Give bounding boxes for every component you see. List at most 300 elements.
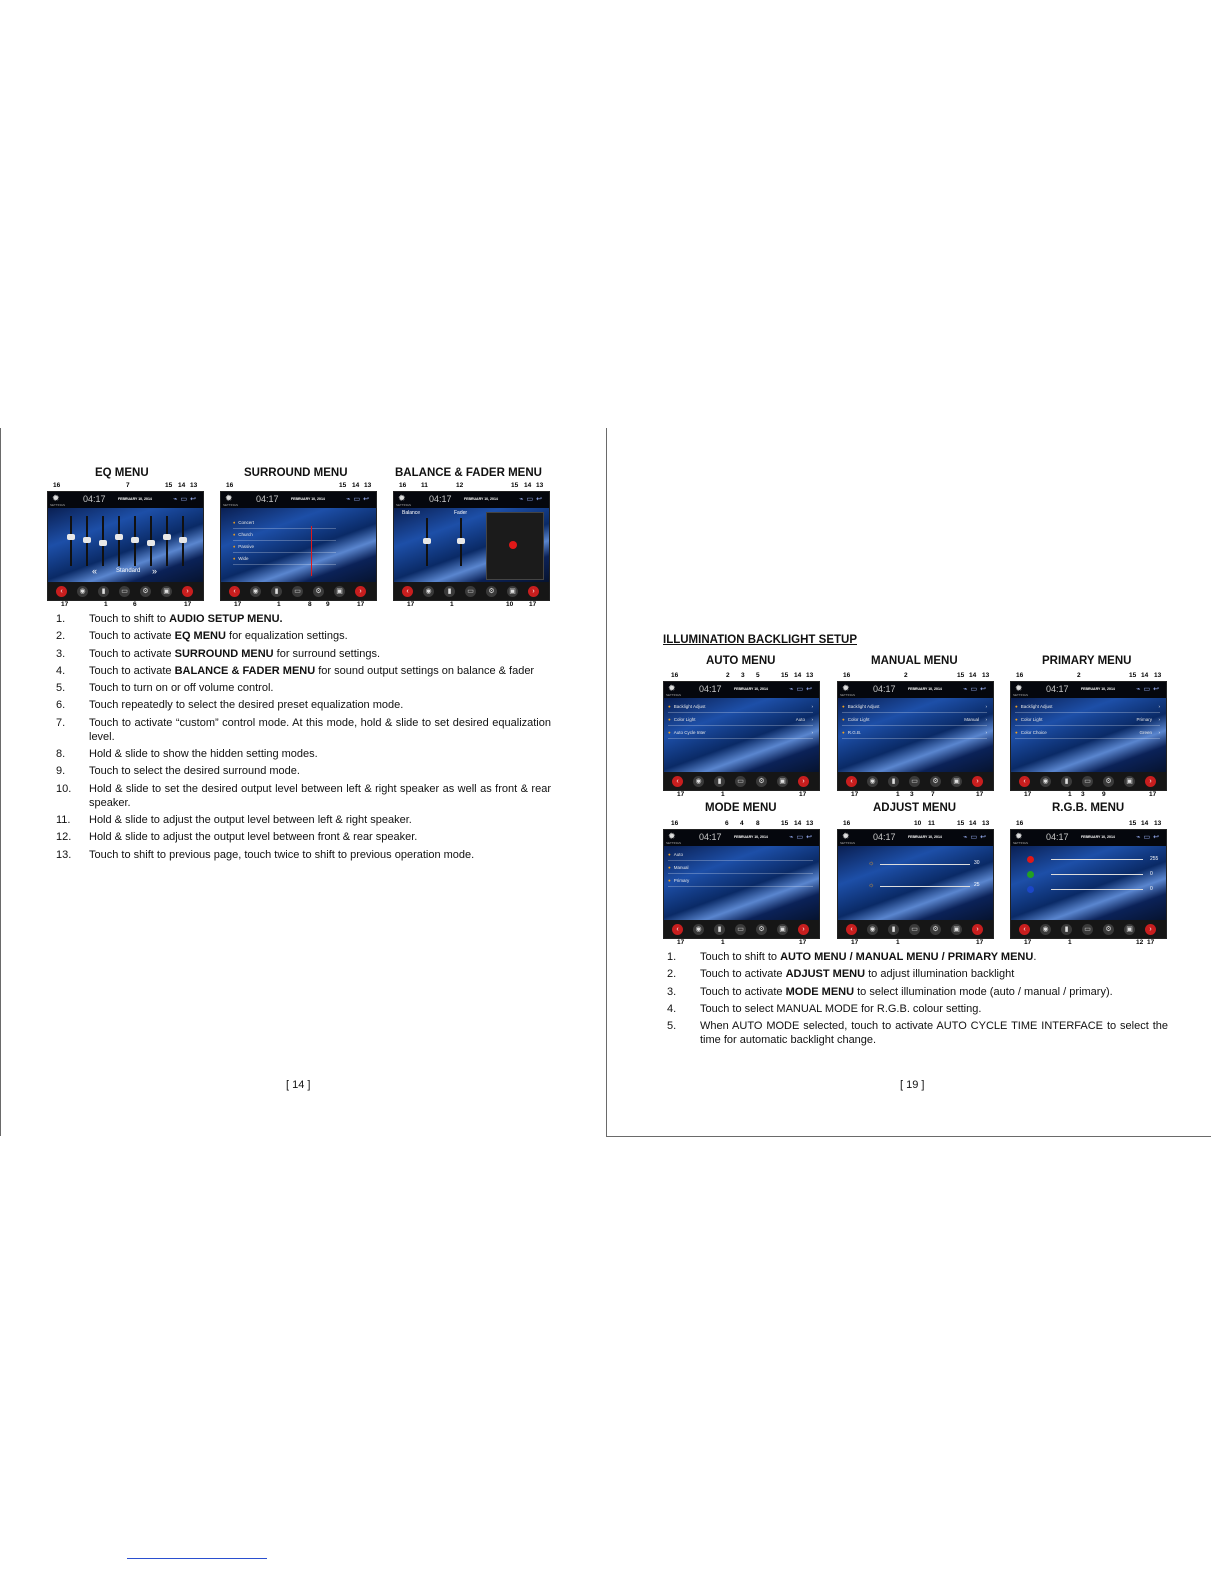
illumination-section-title: ILLUMINATION BACKLIGHT SETUP bbox=[663, 634, 857, 646]
instruction-text-plain: Hold & slide to set the desired output level between left & right speaker as well as front & rear speaker. bbox=[89, 782, 551, 809]
item-icon: ● bbox=[1015, 730, 1018, 735]
bottom-toolbar bbox=[838, 772, 993, 790]
gear-icon[interactable]: ⚙ bbox=[140, 586, 151, 597]
callout-number: 14 bbox=[178, 482, 186, 489]
display-icon[interactable]: ▭ bbox=[1082, 924, 1093, 935]
callout-number: 17 bbox=[1149, 791, 1157, 798]
callout-number: 16 bbox=[843, 820, 851, 827]
mic-icon[interactable]: ▮ bbox=[1061, 776, 1072, 787]
instruction-text bbox=[89, 629, 551, 643]
bottom-toolbar bbox=[1011, 772, 1166, 790]
mic-icon[interactable]: ▮ bbox=[1061, 924, 1072, 935]
gear-icon: ✹ bbox=[1015, 831, 1023, 841]
instruction-number: 9. bbox=[56, 765, 66, 778]
callout-number: 16 bbox=[53, 482, 61, 489]
callout-number: 12 bbox=[1136, 939, 1144, 946]
settings-label: SETTINGS bbox=[396, 503, 412, 507]
callout-number: 1 bbox=[721, 791, 725, 798]
mic-icon[interactable]: ▮ bbox=[888, 776, 899, 787]
clock-date: FEBRUARY 10, 2014 bbox=[1081, 835, 1115, 839]
manual-menu-title: MANUAL MENU bbox=[871, 655, 958, 667]
gear-icon[interactable]: ⚙ bbox=[930, 924, 941, 935]
illumination-icon[interactable]: ▣ bbox=[334, 586, 345, 597]
instruction-text bbox=[89, 764, 551, 778]
prev-icon[interactable]: ‹ bbox=[846, 924, 857, 935]
next-icon[interactable]: › bbox=[355, 586, 366, 597]
right-page-bottom-border bbox=[606, 1136, 1211, 1137]
callout-number: 5 bbox=[756, 672, 760, 679]
next-icon[interactable]: › bbox=[798, 776, 809, 787]
rgb-menu-screen bbox=[1010, 829, 1167, 939]
menu-item[interactable] bbox=[1015, 715, 1160, 726]
next-icon[interactable]: › bbox=[1145, 924, 1156, 935]
instruction-text-bold: EQ MENU bbox=[174, 630, 226, 643]
instruction-text-plain: Touch to activate bbox=[700, 985, 786, 998]
callout-number: 16 bbox=[1016, 672, 1024, 679]
callout-number: 15 bbox=[781, 672, 789, 679]
gear-icon: ✹ bbox=[668, 831, 676, 841]
instruction-text-plain: When AUTO MODE selected, touch to activate AUTO CYCLE TIME INTERFACE to select the time for automatic backlight change. bbox=[700, 1020, 1168, 1047]
rgb-track bbox=[1051, 859, 1143, 860]
status-icons: ⌁▭↩ bbox=[519, 496, 545, 503]
callout-number: 3 bbox=[1081, 791, 1085, 798]
instruction-text bbox=[89, 813, 551, 827]
illumination-icon[interactable]: ▣ bbox=[951, 776, 962, 787]
instruction-text-plain: Touch to activate bbox=[89, 647, 175, 660]
callout-number: 17 bbox=[407, 601, 415, 608]
status-bar bbox=[1011, 830, 1166, 846]
callout-number: 3 bbox=[741, 672, 745, 679]
callout-number: 16 bbox=[1016, 820, 1024, 827]
illumination-icon[interactable]: ▣ bbox=[777, 924, 788, 935]
callout-number: 16 bbox=[226, 482, 234, 489]
bottom-toolbar bbox=[1011, 920, 1166, 938]
instruction-text bbox=[700, 1002, 1168, 1016]
bottom-toolbar bbox=[664, 920, 819, 938]
mic-icon[interactable]: ▮ bbox=[444, 586, 455, 597]
menu-item[interactable] bbox=[668, 702, 813, 713]
instruction-number: 5. bbox=[56, 682, 66, 695]
illumination-icon[interactable]: ▣ bbox=[507, 586, 518, 597]
eq-slider-knob bbox=[131, 537, 139, 543]
instruction-item bbox=[56, 764, 551, 778]
settings-label: SETTINGS bbox=[1013, 841, 1029, 845]
illumination-icon[interactable]: ▣ bbox=[951, 924, 962, 935]
audio-icon[interactable]: ◉ bbox=[1040, 776, 1051, 787]
callout-number: 13 bbox=[982, 672, 990, 679]
instruction-text-plain: Touch to shift to previous page, touch twice to shift to previous operation mode. bbox=[89, 848, 475, 861]
status-bar bbox=[838, 682, 993, 698]
eq-slider-knob bbox=[115, 534, 123, 540]
gear-icon[interactable]: ⚙ bbox=[930, 776, 941, 787]
clock-time: 04:17 bbox=[699, 684, 722, 694]
callout-number: 12 bbox=[456, 482, 464, 489]
display-icon[interactable]: ▭ bbox=[465, 586, 476, 597]
next-icon[interactable]: › bbox=[1145, 776, 1156, 787]
status-icons: ⌁▭↩ bbox=[963, 834, 989, 841]
instruction-text bbox=[89, 698, 551, 712]
callout-number: 7 bbox=[931, 791, 935, 798]
adjust-value: 30 bbox=[974, 860, 980, 866]
instruction-text-after: for sound output settings on balance & fader bbox=[315, 664, 535, 677]
settings-label: SETTINGS bbox=[840, 693, 856, 697]
callout-number: 2 bbox=[726, 672, 730, 679]
clock-date: FEBRUARY 10, 2014 bbox=[291, 497, 325, 501]
instruction-text bbox=[700, 967, 1168, 981]
screen-body bbox=[838, 698, 993, 772]
item-icon: ● bbox=[1015, 717, 1018, 722]
callout-number: 17 bbox=[976, 791, 984, 798]
screen-body bbox=[221, 508, 376, 582]
instruction-text-after: for surround settings. bbox=[273, 647, 380, 660]
prev-icon[interactable]: ‹ bbox=[846, 776, 857, 787]
item-icon: ● bbox=[842, 717, 845, 722]
menu-item-label: Color Light bbox=[673, 717, 696, 722]
status-icons: ⌁▭↩ bbox=[173, 496, 199, 503]
callout-number: 9 bbox=[326, 601, 330, 608]
surround-mode-item[interactable] bbox=[233, 542, 336, 553]
instruction-item bbox=[667, 1002, 1168, 1016]
instruction-text bbox=[89, 830, 551, 844]
callout-number: 11 bbox=[928, 820, 935, 827]
gear-icon[interactable]: ⚙ bbox=[756, 924, 767, 935]
menu-item[interactable] bbox=[1015, 728, 1160, 739]
balance-label: Balance bbox=[402, 510, 421, 516]
surround-mode-item[interactable] bbox=[233, 518, 336, 529]
instruction-text bbox=[89, 681, 551, 695]
callout-number: 2 bbox=[1077, 672, 1081, 679]
fader-label: Fader bbox=[454, 510, 468, 516]
status-icons: ⌁▭↩ bbox=[789, 834, 815, 841]
menu-item-label: Color Light bbox=[1020, 717, 1043, 722]
menu-item[interactable] bbox=[1015, 702, 1160, 713]
prev-icon[interactable]: ‹ bbox=[229, 586, 240, 597]
menu-item[interactable] bbox=[842, 728, 987, 739]
menu-item[interactable] bbox=[668, 728, 813, 739]
gear-icon[interactable]: ⚙ bbox=[486, 586, 497, 597]
callout-number: 17 bbox=[184, 601, 192, 608]
gear-icon[interactable]: ⚙ bbox=[313, 586, 324, 597]
menu-item-label: Backlight Adjust bbox=[1020, 704, 1053, 709]
mode-label: Primary bbox=[673, 878, 690, 883]
status-icons: ⌁▭↩ bbox=[1136, 834, 1162, 841]
callout-number: 17 bbox=[677, 939, 685, 946]
illumination-icon[interactable]: ▣ bbox=[777, 776, 788, 787]
mic-icon[interactable]: ▮ bbox=[888, 924, 899, 935]
instruction-text-after: to select illumination mode (auto / manual / primary). bbox=[854, 985, 1113, 998]
callout-number: 16 bbox=[399, 482, 407, 489]
illumination-icon[interactable]: ▣ bbox=[1124, 776, 1135, 787]
prev-icon[interactable]: ‹ bbox=[1019, 924, 1030, 935]
callout-number: 4 bbox=[740, 820, 744, 827]
status-icons: ⌁▭↩ bbox=[1136, 686, 1162, 693]
settings-label: SETTINGS bbox=[840, 841, 856, 845]
mode-item[interactable] bbox=[668, 850, 813, 861]
instruction-number: 1. bbox=[56, 613, 66, 625]
audio-icon[interactable]: ◉ bbox=[693, 776, 704, 787]
callout-number: 1 bbox=[1068, 939, 1072, 946]
mode-item[interactable] bbox=[668, 863, 813, 874]
instruction-number: 3. bbox=[667, 985, 677, 998]
status-icons: ⌁▭↩ bbox=[789, 686, 815, 693]
display-icon[interactable]: ▭ bbox=[292, 586, 303, 597]
menu-item[interactable] bbox=[842, 715, 987, 726]
callout-number: 7 bbox=[126, 482, 130, 489]
clock-time: 04:17 bbox=[1046, 684, 1069, 694]
menu-item[interactable] bbox=[842, 702, 987, 713]
item-icon: ● bbox=[1015, 704, 1018, 709]
prev-icon[interactable]: ‹ bbox=[672, 776, 683, 787]
callout-number: 17 bbox=[529, 601, 537, 608]
display-icon[interactable]: ▭ bbox=[119, 586, 130, 597]
callout-number: 15 bbox=[781, 820, 789, 827]
instruction-text bbox=[700, 950, 1168, 964]
instruction-number: 5. bbox=[667, 1020, 677, 1033]
eq-slider-knob bbox=[99, 540, 107, 546]
callout-number: 15 bbox=[957, 672, 965, 679]
display-icon[interactable]: ▭ bbox=[909, 924, 920, 935]
instruction-text-plain: Touch to select MANUAL MODE for R.G.B. colour setting. bbox=[700, 1002, 982, 1015]
screen-body bbox=[1011, 846, 1166, 920]
surround-mode-label: Passive bbox=[238, 544, 255, 549]
color-dot-icon bbox=[1027, 856, 1034, 863]
next-icon[interactable]: › bbox=[798, 924, 809, 935]
callout-number: 16 bbox=[671, 672, 679, 679]
clock-time: 04:17 bbox=[429, 494, 452, 504]
gear-icon: ✹ bbox=[668, 683, 676, 693]
callout-number: 13 bbox=[806, 672, 814, 679]
audio-icon[interactable]: ◉ bbox=[867, 776, 878, 787]
callout-number: 6 bbox=[133, 601, 137, 608]
callout-number: 1 bbox=[450, 601, 454, 608]
callout-number: 1 bbox=[721, 939, 725, 946]
callout-line bbox=[311, 526, 312, 576]
rgb-track bbox=[1051, 874, 1143, 875]
status-bar bbox=[221, 492, 376, 508]
callout-number: 10 bbox=[914, 820, 922, 827]
menu-item-value: Auto bbox=[795, 717, 805, 722]
instruction-text-plain: Hold & slide to adjust the output level between left & right speaker. bbox=[89, 813, 412, 826]
fader-knob bbox=[457, 538, 465, 544]
bottom-toolbar bbox=[221, 582, 376, 600]
instruction-item bbox=[56, 612, 551, 626]
primary-menu-screen bbox=[1010, 681, 1167, 791]
settings-label: SETTINGS bbox=[666, 693, 682, 697]
auto-menu-title: AUTO MENU bbox=[706, 655, 776, 667]
surround-mode-item[interactable] bbox=[233, 530, 336, 541]
surround-mode-label: Church bbox=[238, 532, 253, 537]
callout-number: 11 bbox=[421, 482, 428, 489]
callout-number: 1 bbox=[896, 939, 900, 946]
clock-date: FEBRUARY 10, 2014 bbox=[734, 835, 768, 839]
settings-label: SETTINGS bbox=[666, 841, 682, 845]
screen-body bbox=[664, 698, 819, 772]
chevron-left-icon: « bbox=[92, 566, 98, 576]
settings-label: SETTINGS bbox=[1013, 693, 1029, 697]
rgb-value: 0 bbox=[1150, 886, 1153, 892]
footnote-rule bbox=[127, 1558, 267, 1559]
callout-number: 17 bbox=[1024, 939, 1032, 946]
menu-item[interactable] bbox=[668, 715, 813, 726]
next-icon[interactable]: › bbox=[182, 586, 193, 597]
instruction-number: 8. bbox=[56, 748, 66, 761]
audio-icon[interactable]: ◉ bbox=[77, 586, 88, 597]
instruction-number: 6. bbox=[56, 699, 66, 712]
instruction-text bbox=[89, 612, 551, 626]
instruction-text-after: to adjust illumination backlight bbox=[865, 968, 1015, 981]
chevron-right-icon: › bbox=[1158, 704, 1160, 709]
bottom-toolbar bbox=[838, 920, 993, 938]
mic-icon[interactable]: ▮ bbox=[714, 924, 725, 935]
audio-icon[interactable]: ◉ bbox=[1040, 924, 1051, 935]
instruction-item bbox=[56, 698, 551, 712]
rgb-value: 255 bbox=[1150, 856, 1159, 862]
callout-number: 17 bbox=[851, 791, 859, 798]
settings-label: SETTINGS bbox=[223, 503, 239, 507]
prev-icon[interactable]: ‹ bbox=[1019, 776, 1030, 787]
callout-number: 13 bbox=[364, 482, 372, 489]
instruction-text-bold: AUTO MENU / MANUAL MENU / PRIMARY MENU bbox=[780, 951, 1034, 963]
display-icon[interactable]: ▭ bbox=[1082, 776, 1093, 787]
eq-slider-knob bbox=[147, 540, 155, 546]
callout-number: 17 bbox=[799, 939, 807, 946]
bottom-toolbar bbox=[664, 772, 819, 790]
instruction-item bbox=[56, 664, 551, 678]
instruction-text-plain: Hold & slide to show the hidden setting modes. bbox=[89, 748, 318, 761]
mode-label: Manual bbox=[673, 865, 689, 870]
callout-number: 14 bbox=[352, 482, 360, 489]
eq-slider bbox=[70, 516, 72, 566]
audio-icon[interactable]: ◉ bbox=[693, 924, 704, 935]
callout-number: 15 bbox=[511, 482, 519, 489]
callout-number: 2 bbox=[904, 672, 908, 679]
instruction-text-plain: Touch to activate bbox=[89, 664, 175, 677]
gear-icon: ✹ bbox=[225, 493, 233, 503]
mode-label: Auto bbox=[673, 852, 683, 857]
mic-icon[interactable]: ▮ bbox=[714, 776, 725, 787]
gear-icon: ✹ bbox=[1015, 683, 1023, 693]
chevron-right-icon: › bbox=[811, 717, 813, 722]
callout-number: 17 bbox=[1147, 939, 1155, 946]
clock-time: 04:17 bbox=[699, 832, 722, 842]
chevron-right-icon: › bbox=[985, 704, 987, 709]
instruction-number: 7. bbox=[56, 716, 66, 729]
instruction-text-bold: SURROUND MENU bbox=[174, 647, 274, 660]
eq-slider-knob bbox=[67, 534, 75, 540]
instruction-text-plain: Touch to activate bbox=[700, 968, 786, 981]
mode-icon: ● bbox=[668, 865, 671, 870]
next-icon[interactable]: › bbox=[972, 776, 983, 787]
instruction-text bbox=[89, 782, 551, 810]
menu-item-label: Backlight Adjust bbox=[673, 704, 706, 709]
instruction-text bbox=[89, 747, 551, 761]
status-icons: ⌁▭↩ bbox=[963, 686, 989, 693]
status-icons: ⌁▭↩ bbox=[346, 496, 372, 503]
callout-number: 13 bbox=[1154, 820, 1162, 827]
audio-icon[interactable]: ◉ bbox=[250, 586, 261, 597]
callout-number: 3 bbox=[910, 791, 914, 798]
instruction-text-plain: Touch to turn on or off volume control. bbox=[89, 682, 274, 695]
primary-menu-title: PRIMARY MENU bbox=[1042, 655, 1132, 667]
eq-preset-label: Standard bbox=[116, 568, 141, 574]
car-speaker-position bbox=[509, 541, 517, 549]
status-bar bbox=[838, 830, 993, 846]
balance-fader-menu-title: BALANCE & FADER MENU bbox=[395, 467, 542, 479]
gear-icon[interactable]: ⚙ bbox=[1103, 924, 1114, 935]
callout-number: 17 bbox=[61, 601, 69, 608]
gear-icon: ✹ bbox=[842, 683, 850, 693]
instruction-item bbox=[667, 967, 1168, 981]
left-page-border bbox=[0, 428, 1, 1136]
clock-time: 04:17 bbox=[1046, 832, 1069, 842]
mic-icon[interactable]: ▮ bbox=[271, 586, 282, 597]
callout-number: 13 bbox=[536, 482, 544, 489]
next-icon[interactable]: › bbox=[972, 924, 983, 935]
gear-icon[interactable]: ⚙ bbox=[1103, 776, 1114, 787]
display-icon[interactable]: ▭ bbox=[735, 924, 746, 935]
gear-icon[interactable]: ⚙ bbox=[756, 776, 767, 787]
screen-body bbox=[48, 508, 203, 582]
mode-item[interactable] bbox=[668, 876, 813, 887]
instruction-item bbox=[667, 985, 1168, 999]
screen-body bbox=[838, 846, 993, 920]
chevron-right-icon: » bbox=[152, 566, 158, 576]
instruction-text-plain: Touch to activate “custom” control mode. At this mode, hold & slide to set desired equalization level. bbox=[89, 716, 551, 743]
audio-icon[interactable]: ◉ bbox=[423, 586, 434, 597]
instruction-number: 4. bbox=[56, 664, 66, 677]
display-icon[interactable]: ▭ bbox=[735, 776, 746, 787]
prev-icon[interactable]: ‹ bbox=[56, 586, 67, 597]
illumination-icon[interactable]: ▣ bbox=[1124, 924, 1135, 935]
audio-instructions bbox=[56, 612, 551, 865]
next-icon[interactable]: › bbox=[528, 586, 539, 597]
surround-mode-label: Wide bbox=[238, 556, 249, 561]
instruction-text bbox=[89, 848, 551, 862]
surround-mode-item[interactable] bbox=[233, 554, 336, 565]
mode-icon: ♦ bbox=[233, 556, 236, 561]
callout-number: 17 bbox=[357, 601, 365, 608]
prev-icon[interactable]: ‹ bbox=[402, 586, 413, 597]
item-icon: ● bbox=[668, 730, 671, 735]
clock-date: FEBRUARY 10, 2014 bbox=[464, 497, 498, 501]
clock-date: FEBRUARY 10, 2014 bbox=[908, 687, 942, 691]
audio-icon[interactable]: ◉ bbox=[867, 924, 878, 935]
instruction-text-bold: AUDIO SETUP MENU. bbox=[169, 613, 283, 625]
gear-icon: ✹ bbox=[842, 831, 850, 841]
clock-time: 04:17 bbox=[873, 684, 896, 694]
chevron-right-icon: › bbox=[1158, 717, 1160, 722]
mode-icon: ● bbox=[668, 878, 671, 883]
mic-icon[interactable]: ▮ bbox=[98, 586, 109, 597]
callout-number: 15 bbox=[1129, 672, 1137, 679]
balance-fader-screen bbox=[393, 491, 550, 601]
prev-icon[interactable]: ‹ bbox=[672, 924, 683, 935]
balance-knob bbox=[423, 538, 431, 544]
callout-number: 17 bbox=[851, 939, 859, 946]
display-icon[interactable]: ▭ bbox=[909, 776, 920, 787]
screen-body bbox=[394, 508, 549, 582]
menu-item-label: Color Light bbox=[847, 717, 870, 722]
instruction-item bbox=[56, 830, 551, 844]
instruction-text bbox=[700, 985, 1168, 999]
callout-number: 17 bbox=[799, 791, 807, 798]
chevron-right-icon: › bbox=[1158, 730, 1160, 735]
clock-time: 04:17 bbox=[83, 494, 106, 504]
callout-number: 15 bbox=[165, 482, 173, 489]
menu-item-value: Primary bbox=[1136, 717, 1152, 722]
eq-slider-knob bbox=[163, 534, 171, 540]
illumination-icon[interactable]: ▣ bbox=[161, 586, 172, 597]
